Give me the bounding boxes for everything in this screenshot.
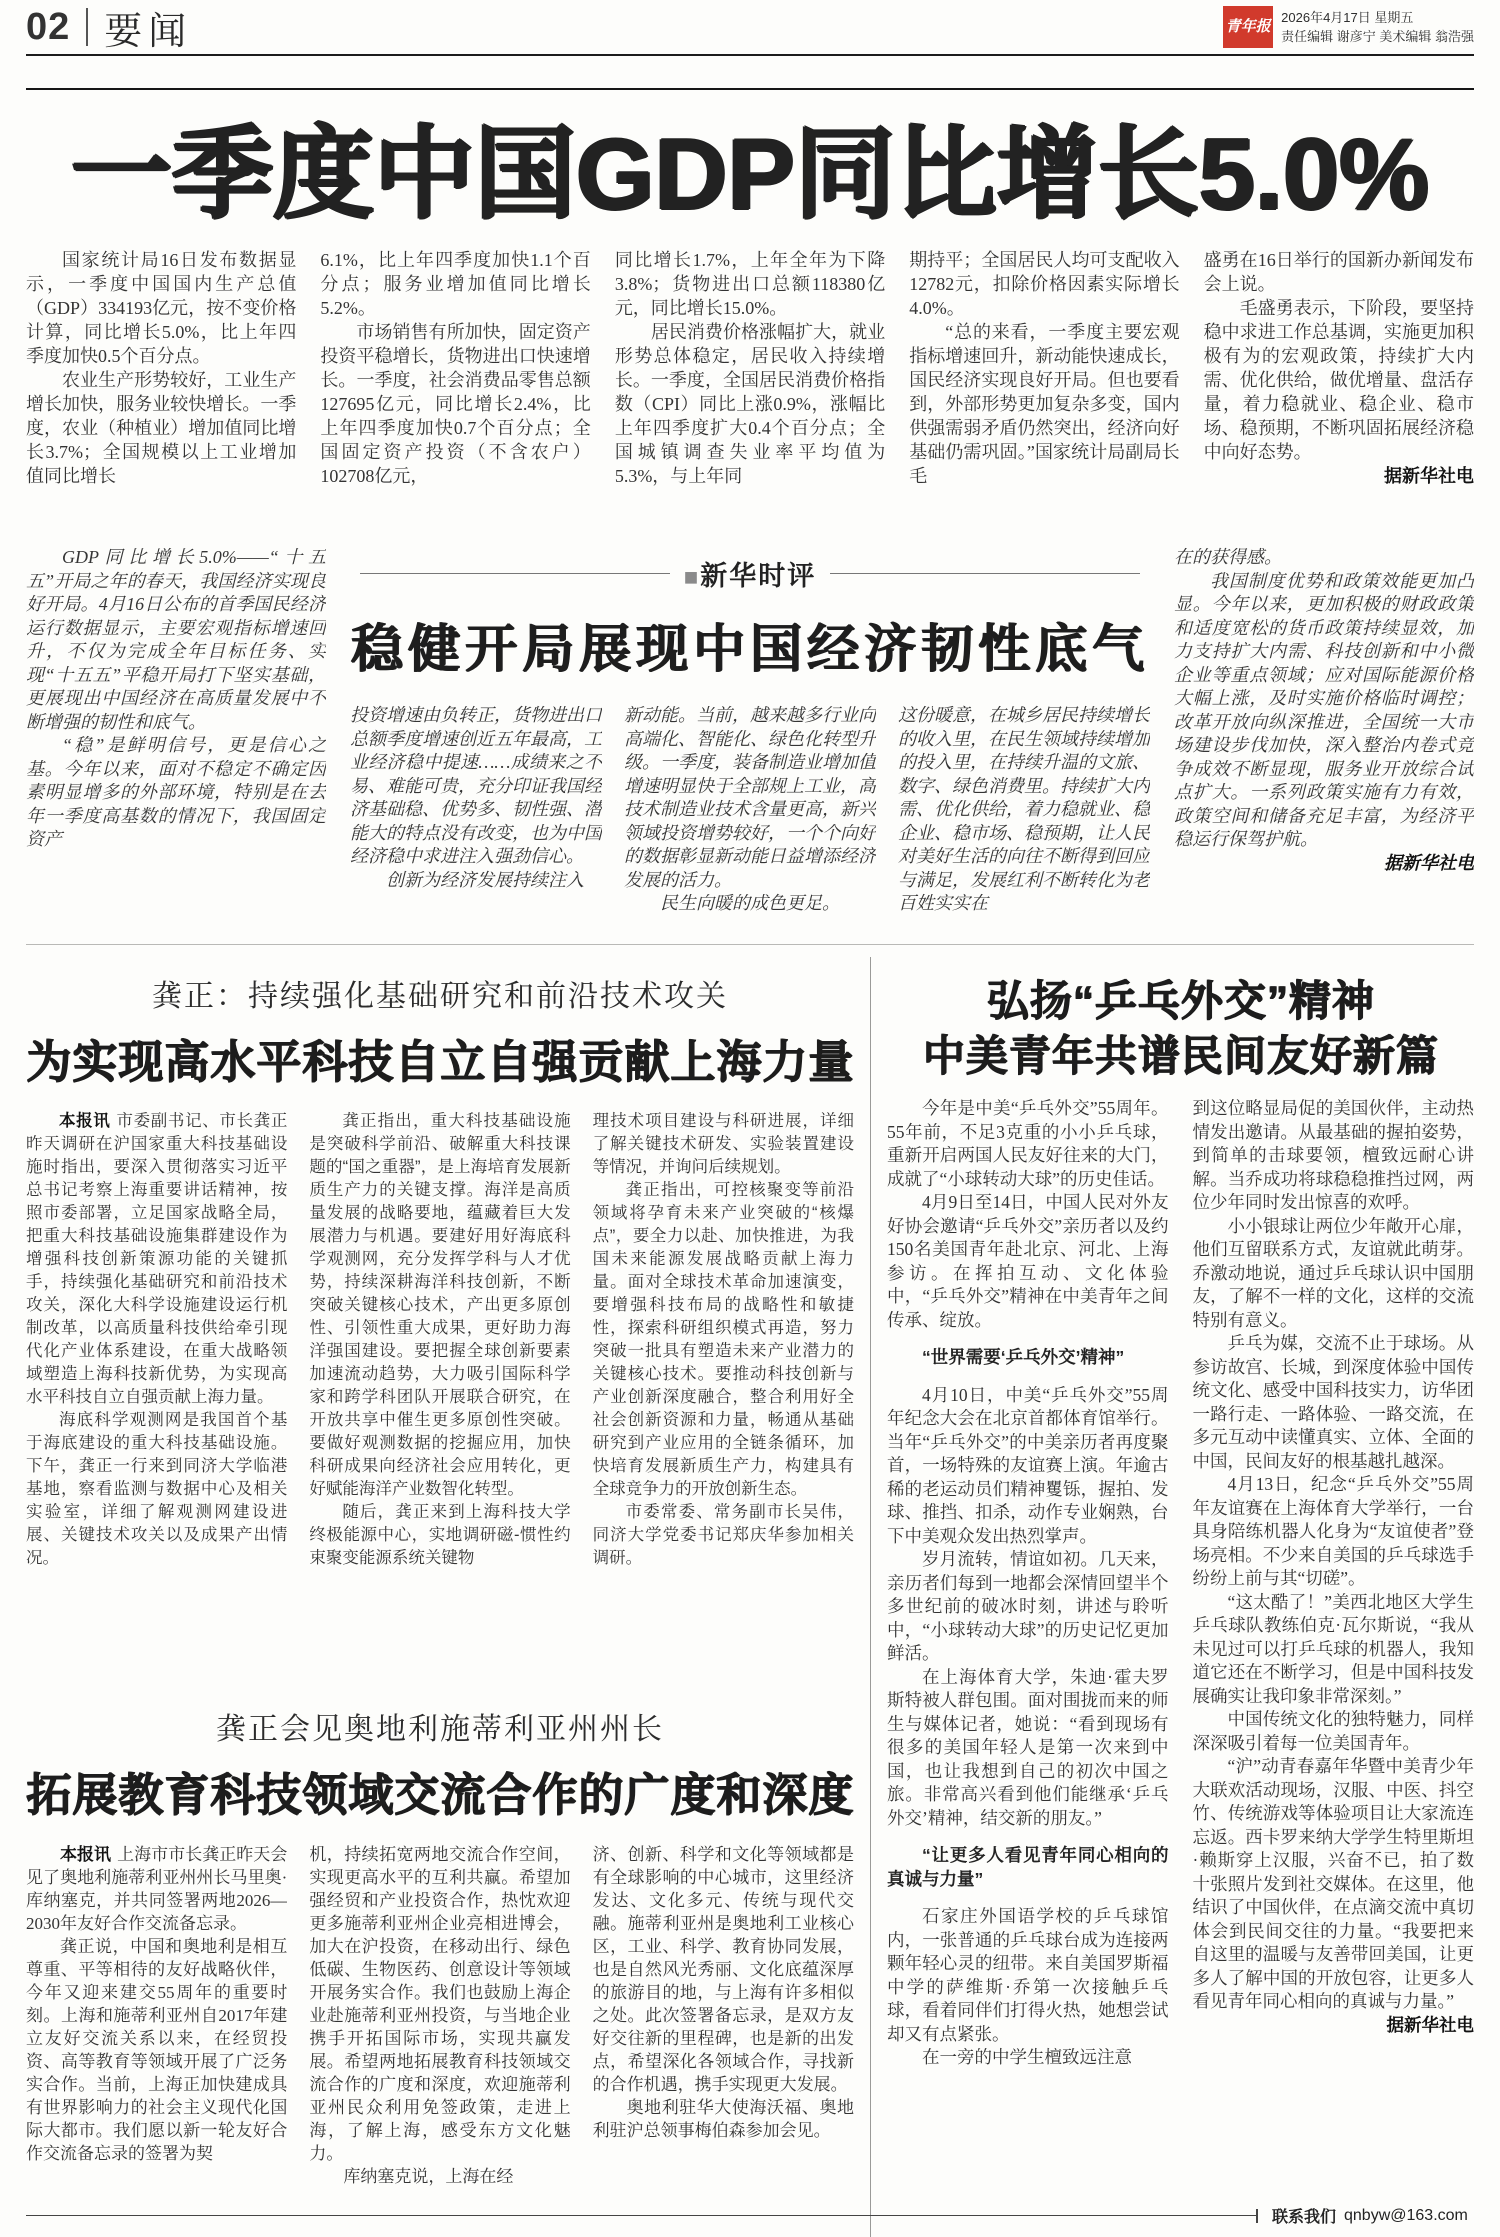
- science-kicker: 龚正：持续强化基础研究和前沿技术攻关: [152, 980, 728, 1013]
- commentary-col-1: [350, 704, 602, 952]
- footer-tick: [1256, 2209, 1258, 2223]
- top-rule: [26, 88, 1474, 90]
- paragraph: 济、创新、科学和文化等领域都是有全球影响的中心城市，这里经济发达、文化多元、传统与现代交融。施蒂利亚州是奥地利工业核心区，工业、科学、教育协同发展，也是自然风光秀丽、文化底蕴深厚的旅游目的地，与上海有许多相似之处。此次签署备忘录，是双方友好交往新的里程碑，也是新的出发点，希望深化各领域合作，寻找新的合作机遇，携手实现更大发展。: [592, 1845, 854, 2094]
- pingpong-body: [887, 1097, 1474, 2205]
- paragraph: 中国传统文化的独特魅力，同样深深吸引着每一位美国青年。: [1192, 1709, 1474, 1753]
- paragraph: 这份暖意，在城乡居民持续增长的收入里，在民生领域持续增加的投入里，在持续升温的文旅、数字、绿色消费里。持续扩大内需、优化供给，着力稳就业、稳企业、稳市场、稳预期，让人民对美好生活的向往不断得到回应与满足，发展红利不断转化为老百姓实实在: [898, 705, 1150, 913]
- gdp-col-5: [1204, 248, 1474, 506]
- gdp-col-3: [615, 248, 885, 506]
- science-col-2: [309, 1110, 570, 1678]
- paragraph: 我国制度优势和政策效能更加凸显。今年以来，更加积极的财政政策和适度宽松的货币政策持续显效，加力支持扩大内需、科技创新和中小微企业等重点领域；应对国际能源价格大幅上涨，及时实施价格临时调控；改革开放向纵深推进，全国统一大市场建设步伐加快，深入整治内卷式竞争成效不断显现，服务业开放综合试点扩大。一系列政策实施有力有效，政策空间和储备充足丰富，为经济平稳运行保驾护航。: [1174, 570, 1474, 849]
- paragraph: 库纳塞克说，上海在经: [343, 2167, 514, 2186]
- pingpong-headline-line1: 弘扬“乒乓外交”精神: [986, 977, 1375, 1024]
- pingpong-col-1: [887, 1097, 1169, 2205]
- byline: 据新华社电: [1386, 2014, 1474, 2035]
- paragraph: 农业生产形势较好，工业生产增长加快，服务业较快增长。一季度，农业（种植业）增加值同比增长3.7%；全国规模以上工业增加值同比增长: [26, 370, 297, 486]
- commentary-col-2: [624, 704, 876, 952]
- paragraph: 国家统计局16日发布数据显示，一季度中国国内生产总值（GDP）334193亿元，按不变价格计算，同比增长5.0%，比上年四季度加快0.5个百分点。: [26, 250, 297, 366]
- kicker-rule-right: [830, 573, 1140, 574]
- paragraph: 在一旁的中学生檀致远注意: [922, 2047, 1132, 2067]
- commentary-left-col: [26, 546, 326, 952]
- lead-label: 本报讯: [60, 1845, 112, 1864]
- paragraph: “沪”动青春嘉年华暨中美青少年大联欢活动现场，汉服、中医、抖空竹、传统游戏等体验项目让大家流连忘返。西卡罗来纳大学学生特里斯坦·赖斯穿上汉服，兴奋不已，拍了数十张照片发到社交媒体。在这里，他结识了中国伙伴，在点滴交流中真切体会到民间交往的力量。“我要把来自这里的温暖与友善带回美国，让更多人了解中国的开放包容，让更多人看见青年同心相向的真诚与力量。”: [1192, 1756, 1474, 2011]
- commentary-headline: 稳健开局展现中国经济韧性底气: [350, 622, 1149, 679]
- page-header: [26, 0, 1474, 56]
- paragraph: 随后，龚正来到上海科技大学终极能源中心，实地调研磁-惯性约束聚变能源系统关键物: [309, 1503, 571, 1567]
- commentary-kicker-row: [360, 554, 1140, 593]
- paragraph: 市委常委、常务副市长吴伟，同济大学党委书记郑庆华参加相关调研。: [592, 1503, 854, 1567]
- bottom-left-block: [26, 957, 854, 2237]
- commentary-body: [350, 704, 1150, 952]
- gdp-col-2: [320, 248, 590, 506]
- issue-date: 2026年4月17日 星期五: [1281, 9, 1414, 25]
- commentary-kicker: ■新华时评: [683, 561, 817, 591]
- paragraph: 市场销售有所加快，固定资产投资平稳增长，货物进出口快速增长。一季度，社会消费品零售总额127695亿元，同比增长2.4%，比上年四季度加快0.7个百分点；全国固定资产投资（不含农户）102708亿元，: [320, 322, 591, 486]
- commentary-section: [26, 546, 1474, 918]
- science-col-1: [26, 1110, 287, 1678]
- austria-headline: 拓展教育科技领域交流合作的广度和深度: [26, 1769, 855, 1820]
- gdp-col-1: [26, 248, 296, 506]
- lead-label: 本报讯: [59, 1112, 111, 1130]
- editors-line: 责任编辑 谢彦宁 美术编辑 翁浩强: [1281, 29, 1474, 44]
- square-icon: ■: [683, 565, 701, 591]
- byline: 据新华社电: [1384, 466, 1475, 486]
- pingpong-article: [887, 957, 1474, 2237]
- paragraph: 4月10日，中美“乒乓外交”55周年纪念大会在北京首都体育馆举行。当年“乒乓外交”的中美亲历者再度聚首，一场特殊的友谊赛上演。年逾古稀的老运动员们精神矍铄，握拍、发球、推挡、扣杀，动作专业娴熟，台下中美观众发出热烈掌声。: [887, 1384, 1169, 1546]
- paragraph: 4月13日，纪念“乒乓外交”55周年友谊赛在上海体育大学举行，一台具身陪练机器人化身为“友谊使者”登场亮相。不少来自美国的乒乓球选手纷纷上前与其“切磋”。: [1192, 1474, 1474, 1588]
- paragraph: 龚正说，中国和奥地利是相互尊重、平等相待的友好战略伙伴，今年又迎来建交55周年的重要时刻。上海和施蒂利亚州自2017年建立友好交流关系以来，在经贸投资、高等教育等领域开展了广泛务实合作。当前，上海正加快建成具有世界影响力的社会主义现代化国际大都市。我们愿以新一轮友好合作交流备忘录的签署为契: [26, 1937, 288, 2163]
- section-title: 要闻: [104, 10, 193, 53]
- paragraph: 石家庄外国语学校的乒乓球馆内，一张普通的乒乓球台成为连接两颗年轻心灵的纽带。来自美国罗斯福中学的萨维斯·乔第一次接触乒乓球，看着同伴们打得火热，她想尝试却又有点紧张。: [887, 1906, 1169, 2044]
- paragraph: 本报讯 市委副书记、市长龚正昨天调研在沪国家重大科技基础设施时指出，要深入贯彻落实习近平总书记考察上海重要讲话精神，按照市委部署，立足国家战略全局，把重大科技基础设施集群建设作为增强科技创新策源功能的关键抓手，持续强化基础研究和前沿技术攻关，深化大科学设施建设运行机制改革，以高质量科技供给牵引现代化产业体系建设，在重大战略领域塑造上海科技新优势，为实现高水平科技自立自强贡献上海力量。: [26, 1112, 288, 1406]
- bottom-section: [26, 957, 1474, 2237]
- paragraph: 6.1%，比上年四季度加快1.1个百分点；服务业增加值同比增长5.2%。: [320, 250, 591, 318]
- paragraph: 期持平；全国居民人均可支配收入12782元，扣除价格因素实际增长4.0%。: [909, 250, 1180, 318]
- austria-kicker: 龚正会见奥地利施蒂利亚州州长: [216, 1713, 664, 1746]
- paragraph: 创新为经济发展持续注入: [386, 869, 584, 890]
- paragraph: 民生向暖的成色更足。: [660, 893, 840, 913]
- paragraph: 小小银球让两位少年敞开心扉，他们互留联系方式，友谊就此萌芽。乔激动地说，通过乒乓球认识中国朋友，了解不一样的文化，这样的交流特别有意义。: [1192, 1215, 1474, 1330]
- byline: 据新华社电: [1384, 852, 1474, 873]
- kicker-rule-left: [360, 573, 670, 574]
- gdp-col-4: [909, 248, 1179, 506]
- paragraph: 岁月流转，情谊如初。几天来，亲历者们每到一地都会深情回望半个多世纪前的破冰时刻，讲述与聆听中，“小球转动大球”的历史记忆更加鲜活。: [887, 1549, 1169, 1663]
- science-body: [26, 1110, 854, 1678]
- paragraph: 在上海体育大学，朱迪·霍夫罗斯特被人群包围。面对围拢而来的师生与媒体记者，她说：“看到现场有很多的美国年轻人是第一次来到中国，也让我想到自己的初次中国之旅。非常高兴看到他们能继承‘乒乓外交’精神，结交新的朋友。”: [887, 1666, 1169, 1828]
- header-divider: [86, 8, 88, 46]
- science-col-3: [593, 1110, 854, 1678]
- austria-body: [26, 1843, 854, 2237]
- contact-email: qnbyw@163.com: [1344, 2206, 1468, 2224]
- date-editors: [1281, 8, 1474, 47]
- commentary-right-col: [1174, 546, 1474, 952]
- gdp-headline: 一季度中国GDP同比增长5.0%: [70, 118, 1430, 231]
- commentary-col-3: [898, 704, 1150, 952]
- austria-col-3: [593, 1843, 854, 2237]
- paragraph: 4月9日至14日，中国人民对外友好协会邀请“乒乓外交”亲历者以及约150名美国青年赴北京、河北、上海参访。在挥拍互动、文化体验中，“乒乓外交”精神在中美青年之间传承、绽放。: [887, 1192, 1169, 1330]
- paragraph: 奥地利驻华大使海沃福、奥地利驻沪总领事梅伯森参加会见。: [592, 2098, 854, 2140]
- contact-label: 联系我们: [1271, 2209, 1336, 2226]
- austria-col-2: [309, 1843, 570, 2237]
- pingpong-col-2: [1193, 1097, 1475, 2205]
- paragraph: 理技术项目建设与科研进展，详细了解关键技术研发、实验装置建设等情况，并询问后续规划。: [592, 1112, 854, 1176]
- paragraph: 新动能。当前，越来越多行业向高端化、智能化、绿色化转型升级。一季度，装备制造业增加值增速明显快于全部规上工业，高技术制造业技术含量更高，新兴领域投资增势较好，一个个向好的数据彰显新动能日益增添经济发展的活力。: [624, 705, 876, 890]
- paragraph: 乒乓为媒，交流不止于球场。从参访故宫、长城，到深度体验中国传统文化、感受中国科技实力，访华团一路行走、一路体验、一路交流，在多元互动中读懂真实、立体、全面的中国，民间友好的根基越扎越深。: [1192, 1333, 1474, 1471]
- paragraph: 海底科学观测网是我国首个基于海底建设的重大科技基础设施。下午，龚正一行来到同济大学临港基地，察看监测与数据中心及相关实验室，详细了解观测网建设进展、关键技术攻关以及成果产出情况。: [26, 1411, 288, 1567]
- paragraph: “这太酷了！”美西北地区大学生乒乓球队教练伯克·瓦尔斯说，“我从未见过可以打乒乓球的机器人，我知道它还在不断学习，但是中国科技发展确实让我印象非常深刻。”: [1192, 1591, 1474, 1706]
- gdp-headline-row: [26, 94, 1474, 236]
- paragraph: GDP同比增长5.0%——“十五五”开局之年的春天，我国经济实现良好开局。4月16日公布的首季国民经济运行数据显示，主要宏观指标增速回升，不仅为完成全年目标任务、实现“十五五”平稳开局打下坚实基础，更展现出中国经济在高质量发展中不断增强的韧性和底气。: [26, 547, 326, 732]
- paragraph: 居民消费价格涨幅扩大，就业形势总体稳定，居民收入持续增长。一季度，全国居民消费价格指数（CPI）同比上涨0.9%，涨幅比上年四季度扩大0.4个百分点；全国城镇调查失业率平均值为5.3%，与上年同: [614, 322, 886, 486]
- paragraph: 机，持续拓宽两地交流合作空间，实现更高水平的互利共赢。希望加强经贸和产业投资合作，热忱欢迎更多施蒂利亚州企业亮相进博会，加大在沪投资，在移动出行、绿色低碳、生物医药、创意设计等领域开展务实合作。我们也鼓励上海企业赴施蒂利亚州投资，与当地企业携手开拓国际市场，实现共赢发展。希望两地拓展教育科技领域交流合作的广度和深度，欢迎施蒂利亚州民众利用免签政策，走进上海，了解上海，感受东方文化魅力。: [309, 1845, 571, 2163]
- paragraph: 龚正指出，可控核聚变等前沿领域将孕育未来产业突破的“核爆点”，要全力以赴、加快推进，为我国未来能源发展战略贡献上海力量。面对全球技术革命加速演变，要增强科技布局的战略性和敏捷性，探索科研组织模式再造，努力突破一批具有塑造未来产业潜力的关键核心技术。要推动科技创新与产业创新深度融合，整合利用好全社会创新资源和力量，畅通从基础研究到产业应用的全链条循环，加快培育发展新质生产力，构建具有全球竞争力的开放创新生态。: [592, 1181, 854, 1498]
- commentary-center: [350, 546, 1150, 952]
- page-footer: [26, 2204, 1474, 2227]
- pingpong-headline-line2: 中美青年共谱民间友好新篇: [922, 1032, 1439, 1079]
- paragraph: “稳”是鲜明信号，更是信心之基。今年以来，面对不稳定不确定因素明显增多的外部环境，特别是在去年一季度高基数的情况下，我国固定资产: [26, 735, 326, 849]
- masthead-block: [1223, 6, 1474, 48]
- page-number: 02: [26, 5, 71, 48]
- pingpong-headline: [887, 973, 1474, 1083]
- paragraph: 投资增速由负转正，货物进出口总额季度增速创近五年最高，工业经济稳中提速……成绩来之不易、难能可贵，充分印证我国经济基础稳、优势多、韧性强、潜能大的特点没有改变，也为中国经济稳中求进注入强劲信心。: [350, 705, 602, 866]
- subhead: “让更多人看见青年同心相向的真诚与力量”: [887, 1845, 1169, 1889]
- science-headline: 为实现高水平科技自立自强贡献上海力量: [26, 1036, 855, 1087]
- paragraph: 同比增长1.7%，上年全年为下降3.8%；货物进出口总额118380亿元，同比增长15.0%。: [614, 250, 886, 318]
- paragraph: “总的来看，一季度主要宏观指标增速回升，新动能快速成长，国民经济实现良好开局。但也要看到，外部形势更加复杂多变，国内供强需弱矛盾仍然突出，经济向好基础仍需巩固。”国家统计局副局长毛: [909, 322, 1180, 486]
- gdp-article-body: [26, 248, 1474, 506]
- paragraph: 盛勇在16日举行的国新办新闻发布会上说。: [1203, 250, 1475, 294]
- paragraph: 龚正指出，重大科技基础设施是突破科学前沿、破解重大科技课题的“国之重器”，是上海培育发展新质生产力的关键支撑。海洋是高质量发展的战略要地，蕴藏着巨大发展潜力与机遇。要建好用好海底科学观测网，充分发挥学科与人才优势，持续深耕海洋科技创新，不断突破关键核心技术，产出更多原创性、引领性重大成果，更好助力海洋强国建设。要把握全球创新要素加速流动趋势，大力吸引国际科学家和跨学科团队开展联合研究，在开放共享中催生更多原创性突破。要做好观测数据的挖掘应用，加快科研成果向经济社会应用转化，更好赋能海洋产业数智化转型。: [309, 1112, 571, 1498]
- science-article: [26, 971, 854, 1678]
- footer-rule: [26, 2215, 1256, 2216]
- paragraph: 本报讯 上海市市长龚正昨天会见了奥地利施蒂利亚州州长马里奥·库纳塞克，并共同签署两地2026—2030年友好合作交流备忘录。: [26, 1845, 288, 1933]
- subhead: “世界需要‘乒乓外交’精神”: [922, 1347, 1125, 1367]
- paragraph: 在的获得感。: [1174, 547, 1282, 567]
- austria-col-1: [26, 1843, 287, 2237]
- vertical-divider: [870, 957, 871, 2237]
- paragraph: 到这位略显局促的美国伙伴，主动热情发出邀请。从最基础的握拍姿势，到简单的击球要领，檀致远耐心讲解。当乔成功将球稳稳推挡过网，两位少年同时发出惊喜的欢呼。: [1192, 1098, 1474, 1212]
- paragraph: 今年是中美“乒乓外交”55周年。55年前，不足3克重的小小乒乓球，重新开启两国人民友好往来的大门，成就了“小球转动大球”的历史佳话。: [887, 1098, 1169, 1189]
- paragraph: 毛盛勇表示，下阶段，要坚持稳中求进工作总基调，实施更加积极有为的宏观政策，持续扩大内需、优化供给，做优增量、盘活存量，着力稳就业、稳企业、稳市场、稳预期，不断巩固拓展经济稳中向好态势。: [1203, 298, 1475, 462]
- newspaper-logo: 青年报: [1223, 6, 1273, 48]
- austria-article: [26, 1704, 854, 2237]
